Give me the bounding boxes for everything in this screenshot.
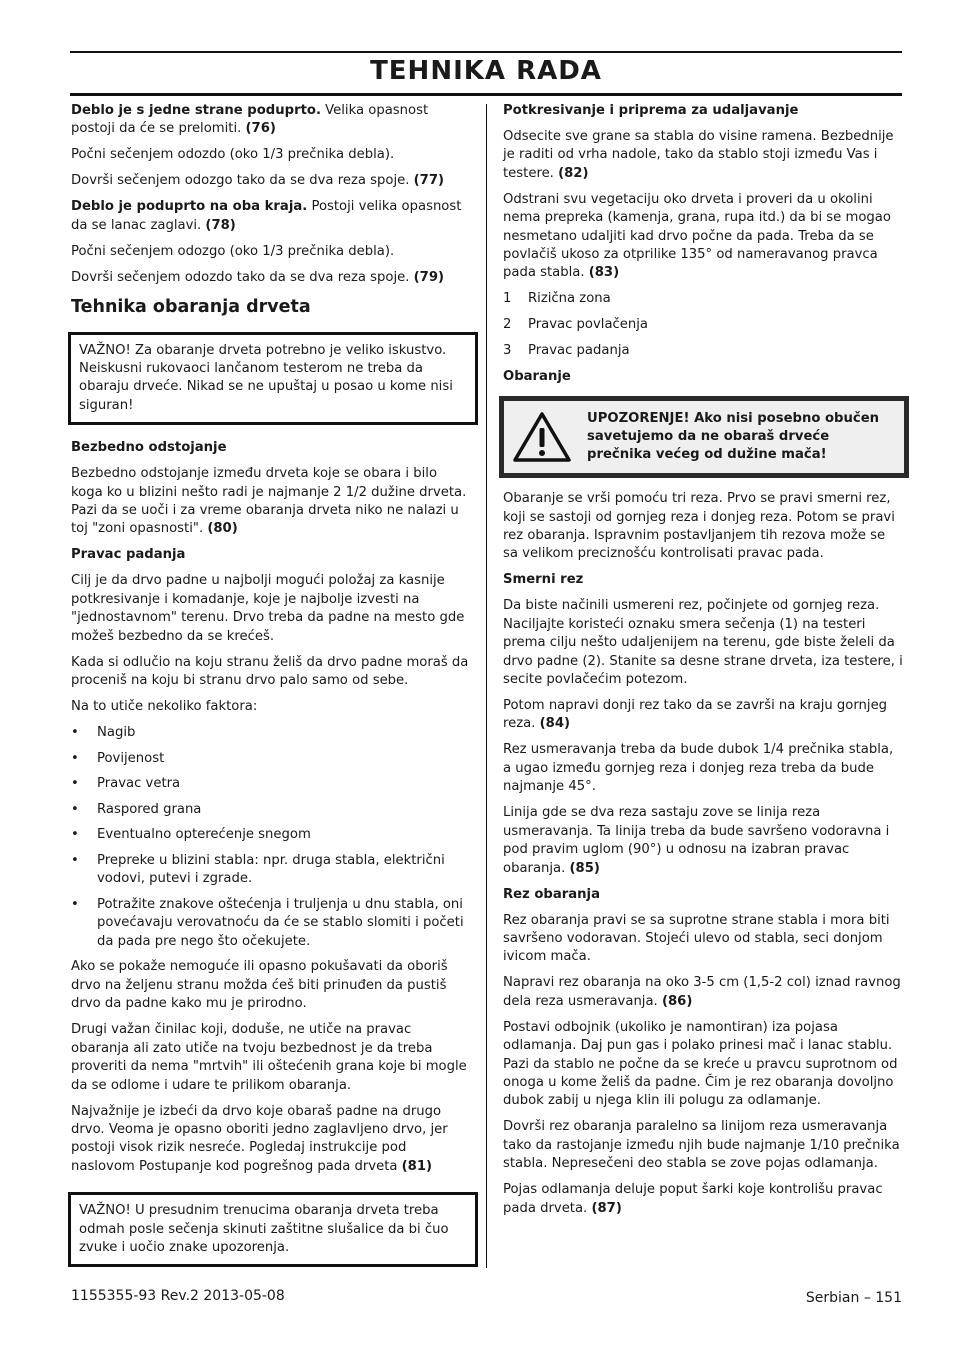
left-column (71, 102, 471, 1281)
paragraph: Počni sečenjem odozgo (oko 1/3 prečnika debla). (71, 243, 395, 259)
footer-page-number: Serbian – 151 (805, 1290, 902, 1306)
paragraph: Rez obaranja pravi se sa suprotne strane stabla i mora biti savršeno vodoravan. Stojeći ulevo od stabla, seci donjom ivicom mača. (503, 912, 890, 965)
paragraph: Cilj je da drvo padne u najbolji mogući položaj za kasnije potkresivanje i komadanje, koje je najbolje izvesti na "jednostavnom" terenu. Drvo treba da padne na mesto gde možeš bezbedno da se krećeš. (71, 573, 465, 644)
bullet-icon: • (71, 853, 79, 869)
figure-ref: (77) (413, 173, 445, 189)
right-column (503, 102, 903, 1226)
list-item: 1 Rizična zona (503, 291, 611, 307)
legend-list (503, 290, 903, 360)
list-item: • Eventualno opterećenje snegom (71, 826, 471, 844)
body-text: Velika opasnost postoji da će se prelomiti. (71, 103, 429, 137)
paragraph: Ako se pokaže nemoguće ili opasno pokušavati da oboriš drvo na željenu stranu možda ćeš biti prinuđen da pustiš drvo da padne kako mu je prirodno. (71, 959, 448, 1012)
list-item: • Prepreke u blizini stabla: npr. druga stabla, električni vodovi, putevi i zgrade. (71, 853, 445, 887)
paragraph: Dovrši rez obaranja paralelno sa linijom reza usmeravanja tako da rastojanje između njih bude najmanje 1/10 prečnika stabla. Nepresečeni deo stabla se zove pojas odlamanja. (503, 1119, 900, 1172)
figure-ref: (85) (569, 860, 600, 876)
body-text: Odsecite sve grane sa stabla do visine ramena. Bezbednije je raditi od vrha nadole, tako da stablo stoji između Vas i testere. (503, 129, 894, 181)
figure-ref: (86) (661, 993, 693, 1009)
heading-safe-distance: Bezbedno odstojanje (71, 440, 227, 456)
bullet-icon: • (71, 725, 79, 741)
column-divider (486, 104, 487, 1268)
list-item: 2 Pravac povlačenja (503, 317, 649, 333)
paragraph-supported-both-ends (71, 198, 471, 235)
body-text: Bezbedno odstojanje između drveta koje se obara i bilo koga ko u blizini nešto radi je najmanje 2 1/2 dužine drveta. Pazi da se uoči i za vreme obaranja drveta niko ne nalazi u toj "zoni opasnosti". (71, 466, 467, 537)
heading-felling: Obaranje (503, 368, 571, 384)
paragraph: Kada si odlučio na koju stranu želiš da drvo padne moraš da proceniš na koju bi stranu drvo palo samo od sebe. (71, 654, 469, 689)
figure-ref: (81) (401, 1158, 433, 1174)
factor-list (71, 724, 471, 951)
figure-ref: (84) (539, 716, 571, 732)
paragraph (503, 804, 903, 878)
paragraph-supported-one-side (71, 102, 471, 139)
heading-limbing-prep: Potkresivanje i priprema za udaljavanje (503, 103, 799, 118)
list-item: • Raspored grana (71, 801, 471, 819)
section-title: Tehnika obaranja drveta (71, 297, 311, 318)
paragraph (71, 465, 471, 539)
paragraph (503, 974, 903, 1011)
list-item: 3 Pravac padanja (503, 343, 630, 359)
notice-text: VAŽNO! Za obaranje drveta potrebno je veliko iskustvo. Neiskusni rukovaoci lančanom testerom ne treba da obaraju drveće. Nikad se ne upuštaj u posao u kome nisi siguran! (79, 342, 453, 413)
figure-ref: (82) (558, 165, 589, 181)
bullet-icon: • (71, 827, 79, 843)
header-rule-top (70, 51, 902, 53)
notice-text: VAŽNO! U presudnim trenucima obaranja drveta treba odmah posle sečenja skinuti zaštitne slušalice da bi čuo zvuke i uočio znake upozorenja. (79, 1203, 449, 1255)
figure-ref: (79) (413, 269, 445, 285)
body-text: Postoji velika opasnost da se lanac zaglavi. (71, 199, 462, 233)
body-text: Dovrši sečenjem odozdo tako da se dva reza spoje. (71, 269, 414, 285)
bullet-icon: • (71, 750, 79, 766)
paragraph: Da biste načinili usmereni rez, počinjete od gornjeg reza. Naciljajte koristeći oznaku smera sečenja (1) na testeri prema cilju nešto udaljenijem na terenu, gde biste želeli da drvo padne (2). Stanite sa desne strane drveta, iza testere, i secite povlačećim potezom. (503, 598, 903, 688)
warning-box (499, 396, 909, 478)
paragraph: Drugi važan činilac koji, doduše, ne utiče na pravac obaranja ali zato utiče na tvoju bezbednost je da treba proveriti da nema "mrtvih" ili oštećenih grana koje bi mogle da se odlome i udare te prilikom obaranja. (71, 1022, 467, 1093)
body-text: Pojas odlamanja deluje poput šarki koje kontrolišu pravac pada drveta. (503, 1182, 883, 1216)
paragraph: Rez usmeravanja treba da bude dubok 1/4 prečnika stabla, a ugao između gornjeg reza i donjeg reza treba da bude najmanje 45°. (503, 742, 894, 795)
body-text: Odstrani svu vegetaciju oko drveta i proveri da u okolini nema prepreka (kamenja, grana, rupa itd.) da bi se mogao nesmetano udaljiti kad drvo počne da pada. Treba da se povlačiš ukoso za otprilike 135° od nameravanog pravca pada stabla. (503, 191, 891, 281)
list-item: • Povijenost (71, 750, 471, 768)
body-text: Potom napravi donji rez tako da se završi na kraju gornjeg reza. (503, 698, 888, 732)
paragraph (71, 172, 471, 190)
bullet-icon: • (71, 801, 79, 817)
paragraph: Postavi odbojnik (ukoliko je namontiran) iza pojasa odlamanja. Daj pun gas i polako prinesi mač i lanac stablu. Pazi da stablo ne počne da se kreće u pravcu suprotnom od onoga u kome želiš da padne. Čim je rez obaranja dovoljno dubok zabij u njega klin ili polugu za odlamanje. (503, 1019, 898, 1109)
lead-text: Deblo je s jedne strane poduprto. (71, 103, 321, 118)
header-rule-bottom (70, 93, 902, 96)
warning-text: UPOZORENJE! Ako nisi posebno obučen savetujemo da ne obaraš drveće prečnika većeg od dužine mača! (587, 410, 880, 463)
list-item: • Pravac vetra (71, 775, 471, 793)
figure-ref: (78) (205, 217, 236, 233)
figure-ref: (87) (591, 1200, 622, 1216)
figure-ref: (76) (245, 121, 276, 137)
notice-box-experience (68, 332, 478, 426)
heading-fall-direction: Pravac padanja (71, 547, 186, 563)
list-item: • Potražite znakove oštećenja i truljenja u dnu stabla, oni povećavaju verovatnoću da će se stablo slomiti i početi da pada pre nego što očekujete. (71, 897, 464, 949)
warning-panel (504, 401, 904, 473)
paragraph (503, 697, 903, 734)
figure-ref: (80) (207, 521, 238, 537)
paragraph: Obaranje se vrši pomoću tri reza. Prvo se pravi smerni rez, koji se sastoji od gornjeg reza i donjeg reza. Potom se pravi rez obaranja. Ispravnim postavljanjem tih rezova može se sa velikom preciznošću kontrolisati pravac pada. (503, 491, 895, 562)
heading-directional-cut: Smerni rez (503, 572, 584, 588)
lead-text: Deblo je poduprto na oba kraja. (71, 199, 308, 215)
footer-doc-number: 1155355-93 Rev.2 2013-05-08 (71, 1288, 285, 1304)
list-item: • Nagib (71, 724, 471, 742)
paragraph: Na to utiče nekoliko faktora: (71, 699, 258, 715)
heading-felling-cut: Rez obaranja (503, 886, 600, 902)
paragraph (71, 1103, 471, 1177)
paragraph (503, 191, 903, 283)
bullet-icon: • (71, 897, 79, 913)
page-title: TEHNIKA RADA (370, 56, 602, 86)
paragraph (503, 1181, 903, 1218)
paragraph: Počni sečenjem odozdo (oko 1/3 prečnika debla). (71, 147, 395, 163)
paragraph (503, 128, 903, 183)
body-text: Dovrši sečenjem odozgo tako da se dva reza spoje. (71, 173, 414, 189)
warning-triangle-icon (512, 411, 572, 463)
notice-box-hearing (68, 1192, 478, 1267)
body-text: Napravi rez obaranja na oko 3-5 cm (1,5-2 col) iznad ravnog dela reza usmeravanja. (503, 975, 901, 1009)
body-text: Linija gde se dva reza sastaju zove se linija reza usmeravanja. Ta linija treba da bude savršeno vodoravna i pod pravim uglom (90°) u odnosu na izabran pravac obaranja. (503, 805, 890, 876)
paragraph (71, 269, 471, 287)
bullet-icon: • (71, 776, 79, 792)
figure-ref: (83) (588, 265, 620, 281)
body-text: Najvažnije je izbeći da drvo koje obaraš padne na drugo drvo. Veoma je opasno oboriti jedno zaglavljeno drvo, jer postoji visok rizik nesreće. Pogledaj instrukcije pod naslovom Postupanje kod pogrešnog pada drveta (71, 1103, 448, 1174)
